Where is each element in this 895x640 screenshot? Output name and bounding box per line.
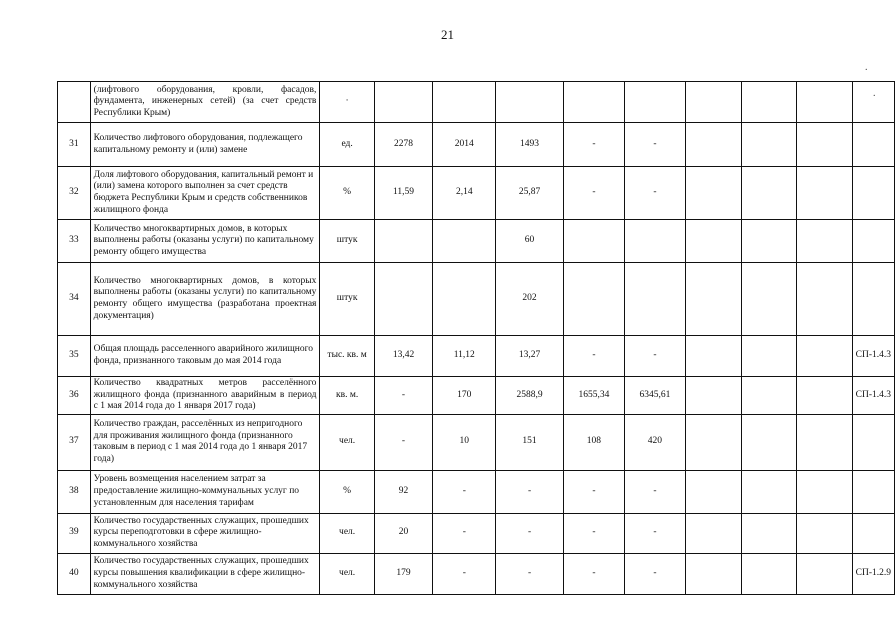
value-cell: 2278 [374, 123, 432, 167]
value-cell [741, 263, 796, 336]
value-cell: 420 [625, 414, 686, 470]
value-cell: СП-1.4.3 [852, 377, 894, 415]
indicator-cell: Уровень возмещения населением затрат за предоставление жилищно-коммунальных услуг по установленным для населения тарифам [90, 470, 320, 513]
row-number-cell: 34 [58, 263, 91, 336]
table-row [58, 167, 895, 220]
value-cell: 25,87 [496, 167, 563, 220]
value-cell [852, 414, 894, 470]
value-cell [741, 553, 796, 594]
row-number-cell: 37 [58, 414, 91, 470]
value-cell: 1493 [496, 123, 563, 167]
value-cell [625, 82, 686, 123]
value-cell: 170 [433, 377, 496, 415]
value-cell: - [563, 553, 624, 594]
indicator-cell: Количество многоквартирных домов, в которых выполнены работы (оказаны услуги) по капитальному ремонту общего имущества [90, 220, 320, 263]
value-cell [741, 377, 796, 415]
value-cell: 2588,9 [496, 377, 563, 415]
indicator-cell: Количество государственных служащих, прошедших курсы повышения квалификации в сфере жилищно-коммунального хозяйства [90, 553, 320, 594]
value-cell [374, 263, 432, 336]
value-cell [852, 167, 894, 220]
value-cell [741, 167, 796, 220]
value-cell: 20 [374, 513, 432, 553]
value-cell [563, 263, 624, 336]
indicator-cell: Количество государственных служащих, прошедших курсы переподготовки в сфере жилищно-коммунального хозяйства [90, 513, 320, 553]
value-cell [433, 220, 496, 263]
indicators-table [57, 81, 895, 595]
unit-cell: чел. [320, 414, 374, 470]
value-cell [852, 513, 894, 553]
table-row [58, 82, 895, 123]
unit-cell: чел. [320, 553, 374, 594]
unit-cell: кв. м. [320, 377, 374, 415]
value-cell: - [563, 513, 624, 553]
value-cell [741, 414, 796, 470]
value-cell: - [433, 513, 496, 553]
scan-mark: . [865, 62, 868, 73]
value-cell: - [625, 167, 686, 220]
value-cell: 13,27 [496, 336, 563, 377]
value-cell [374, 82, 432, 123]
value-cell [796, 553, 852, 594]
unit-cell: чел. [320, 513, 374, 553]
value-cell: - [625, 470, 686, 513]
value-cell [741, 123, 796, 167]
value-cell [625, 263, 686, 336]
value-cell [796, 220, 852, 263]
value-cell [685, 470, 741, 513]
row-number-cell: 36 [58, 377, 91, 415]
value-cell: 6345,61 [625, 377, 686, 415]
value-cell [796, 167, 852, 220]
indicator-cell: Количество граждан, расселённых из непригодного для проживания жилищного фонда (признанного таковым в период с 1 мая 2014 года до 1 января 2017 года) [90, 414, 320, 470]
table-row [58, 263, 895, 336]
value-cell: - [374, 377, 432, 415]
value-cell [796, 377, 852, 415]
value-cell [796, 263, 852, 336]
table-row [58, 123, 895, 167]
value-cell [433, 82, 496, 123]
indicator-cell: Количество лифтового оборудования, подлежащего капитальному ремонту и (или) замене [90, 123, 320, 167]
value-cell: 13,42 [374, 336, 432, 377]
value-cell: 60 [496, 220, 563, 263]
value-cell: 92 [374, 470, 432, 513]
row-number-cell: 39 [58, 513, 91, 553]
value-cell [685, 123, 741, 167]
page-number: 21 [441, 27, 454, 42]
value-cell: - [563, 470, 624, 513]
value-cell: 151 [496, 414, 563, 470]
value-cell [625, 220, 686, 263]
value-cell [852, 220, 894, 263]
value-cell [852, 82, 894, 123]
row-number-cell: 31 [58, 123, 91, 167]
value-cell: 108 [563, 414, 624, 470]
value-cell [796, 414, 852, 470]
value-cell [741, 336, 796, 377]
value-cell [796, 470, 852, 513]
value-cell [685, 82, 741, 123]
value-cell [563, 82, 624, 123]
table-row [58, 220, 895, 263]
row-number-cell [58, 82, 91, 123]
unit-cell: штук [320, 220, 374, 263]
value-cell [796, 123, 852, 167]
row-number-cell: 33 [58, 220, 91, 263]
value-cell: СП-1.2.9 [852, 553, 894, 594]
value-cell: - [433, 470, 496, 513]
value-cell: - [625, 336, 686, 377]
indicator-cell: (лифтового оборудования, кровли, фасадов, фундамента, инженерных сетей) (за счет средств Республики Крым) [90, 82, 320, 123]
value-cell [741, 220, 796, 263]
value-cell [741, 513, 796, 553]
table-row [58, 553, 895, 594]
value-cell [685, 263, 741, 336]
value-cell: - [496, 553, 563, 594]
indicator-cell: Доля лифтового оборудования, капитальный ремонт и (или) замена которого выполнен за счет средств бюджета Республики Крым и средств собственников жилищного фонда [90, 167, 320, 220]
value-cell: 11,12 [433, 336, 496, 377]
value-cell [685, 553, 741, 594]
indicator-cell: Общая площадь расселенного аварийного жилищного фонда, признанного таковым до мая 2014 года [90, 336, 320, 377]
value-cell [433, 263, 496, 336]
value-cell: - [496, 513, 563, 553]
unit-cell: штук [320, 263, 374, 336]
value-cell [852, 470, 894, 513]
value-cell: - [496, 470, 563, 513]
value-cell: 2,14 [433, 167, 496, 220]
scan-mark: . [873, 88, 876, 99]
value-cell: - [625, 123, 686, 167]
table-row [58, 377, 895, 415]
table-body [58, 82, 895, 595]
value-cell [796, 336, 852, 377]
unit-cell: % [320, 167, 374, 220]
table-row [58, 336, 895, 377]
unit-cell: · [320, 82, 374, 123]
row-number-cell: 40 [58, 553, 91, 594]
value-cell [374, 220, 432, 263]
value-cell [796, 513, 852, 553]
value-cell [496, 82, 563, 123]
value-cell [741, 82, 796, 123]
value-cell: 202 [496, 263, 563, 336]
value-cell [741, 470, 796, 513]
value-cell [563, 220, 624, 263]
value-cell: - [433, 553, 496, 594]
value-cell: - [374, 414, 432, 470]
table-row [58, 513, 895, 553]
value-cell: - [563, 167, 624, 220]
value-cell: - [625, 513, 686, 553]
value-cell [685, 167, 741, 220]
value-cell [685, 220, 741, 263]
value-cell [685, 377, 741, 415]
row-number-cell: 38 [58, 470, 91, 513]
value-cell: - [563, 336, 624, 377]
indicator-cell: Количество многоквартирных домов, в которых выполнены работы (оказаны услуги) по капитальному ремонту общего имущества (разработана проектная документация) [90, 263, 320, 336]
value-cell: 1655,34 [563, 377, 624, 415]
row-number-cell: 35 [58, 336, 91, 377]
table-row [58, 414, 895, 470]
value-cell: - [625, 553, 686, 594]
unit-cell: % [320, 470, 374, 513]
unit-cell: ед. [320, 123, 374, 167]
value-cell: 2014 [433, 123, 496, 167]
value-cell: 11,59 [374, 167, 432, 220]
unit-cell: тыс. кв. м [320, 336, 374, 377]
value-cell [796, 82, 852, 123]
value-cell [685, 513, 741, 553]
value-cell [852, 123, 894, 167]
value-cell: - [563, 123, 624, 167]
value-cell: СП-1.4.3 [852, 336, 894, 377]
row-number-cell: 32 [58, 167, 91, 220]
value-cell [852, 263, 894, 336]
value-cell [685, 336, 741, 377]
value-cell: 10 [433, 414, 496, 470]
value-cell: 179 [374, 553, 432, 594]
indicator-cell: Количество квадратных метров расселённого жилищного фонда (признанного аварийным в период с 1 мая 2014 года до 1 января 2017 года) [90, 377, 320, 415]
table-row [58, 470, 895, 513]
value-cell [685, 414, 741, 470]
